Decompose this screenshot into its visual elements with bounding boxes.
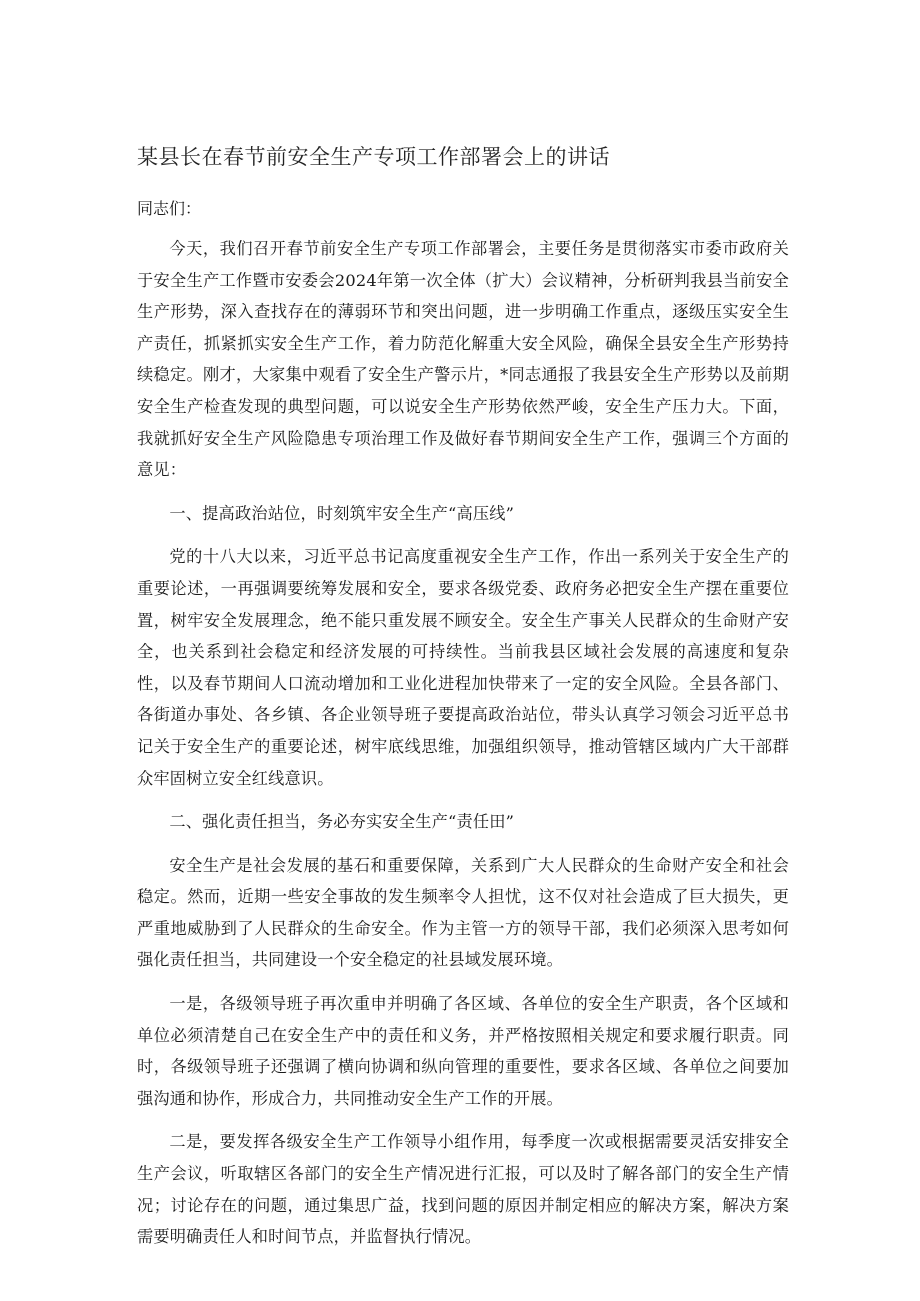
paragraph-section-1: 党的十八大以来，习近平总书记高度重视安全生产工作，作出一系列关于安全生产的重要论述，一再强调要统筹发展和安全，要求各级党委、政府务必把安全生产摆在重要位置，树牢安全发展理念，绝不能只重发展不顾安全。安全生产事关人民群众的生命财产安全，也关系到社会稳定和经济发展的可持续性。当前我县区域社会发展的高速度和复杂性，以及春节期间人口流动增加和工业化进程加快带来了一定的安全风险。全县各部门、各街道办事处、各乡镇、各企业领导班子要提高政治站位，带头认真学习领会习近平总书记关于安全生产的重要论述，树牢底线思维，加强组织领导，推动管辖区域内广大干部群众牢固树立安全红线意识。 — [137, 547, 789, 788]
paragraph-section-2: 安全生产是社会发展的基石和重要保障，关系到广大人民群众的生命财产安全和社会稳定。然而，近期一些安全事故的发生频率令人担忧，这不仅对社会造成了巨大损失，更严重地威胁到了人民群众的生命安全。作为主管一方的领导干部，我们必须深入思考如何强化责任担当，共同建设一个安全稳定的社县域发展环境。 — [137, 855, 789, 970]
section-heading-1: 一、提高政治站位，时刻筑牢安全生产“高压线” — [169, 503, 515, 523]
document-body — [137, 233, 789, 1265]
section-heading-2: 二、强化责任担当，务必夯实安全生产“责任田” — [169, 812, 515, 832]
salutation: 同志们： — [137, 199, 202, 218]
document-title: 某县长在春节前安全生产专项工作部署会上的讲话 — [137, 145, 610, 169]
paragraph-intro: 今天，我们召开春节前安全生产专项工作部署会，主要任务是贯彻落实市委市政府关于安全生产工作暨市安委会2024年第一次全体（扩大）会议精神，分析研判我县当前安全生产形势，深入查找存在的薄弱环节和突出问题，进一步明确工作重点，逐级压实安全生产责任，抓紧抓实安全生产工作，着力防范化解重大安全风险，确保全县安全生产形势持续稳定。刚才，大家集中观看了安全生产警示片，*同志通报了我县安全生产形势以及前期安全生产检查发现的典型问题，可以说安全生产形势依然严峻，安全生产压力大。下面，我就抓好安全生产风险隐患专项治理工作及做好春节期间安全生产工作，强调三个方面的意见： — [137, 239, 789, 480]
paragraph-point-1: 一是，各级领导班子再次重申并明确了各区域、各单位的安全生产职责，各个区域和单位必须清楚自己在安全生产中的责任和义务，并严格按照相关规定和要求履行职责。同时，各级领导班子还强调了横向协调和纵向管理的重要性，要求各区域、各单位之间要加强沟通和协作，形成合力，共同推动安全生产工作的开展。 — [137, 994, 789, 1108]
paragraph-point-2: 二是，要发挥各级安全生产工作领导小组作用，每季度一次或根据需要灵活安排安全生产会议，听取辖区各部门的安全生产情况进行汇报，可以及时了解各部门的安全生产情况；讨论存在的问题，通过集思广益，找到问题的原因并制定相应的解决方案，解决方案需要明确责任人和时间节点，并监督执行情况。 — [137, 1132, 789, 1247]
